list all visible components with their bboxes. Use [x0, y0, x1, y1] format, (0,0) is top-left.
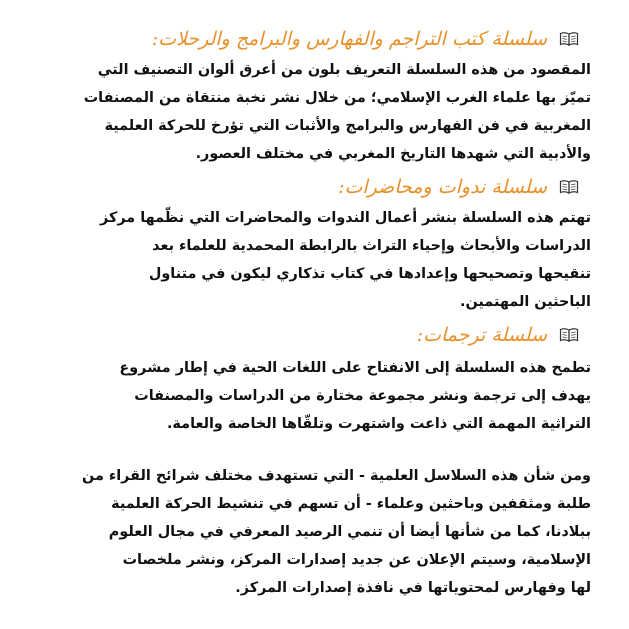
paragraph-line: تطمح هذه السلسلة إلى الانفتاح على اللغات الحية في إطار مشروع	[119, 360, 591, 376]
open-book-icon	[559, 327, 579, 343]
paragraph-line: يهدف إلى ترجمة ونشر مجموعة مختارة من الدراسات والمصنفات	[134, 388, 591, 404]
section-title: سلسلة ترجمات:	[416, 324, 547, 346]
paragraph-line: الدراسات والأبحاث وإحياء التراث بالرابطة المحمدية للعلماء بعد	[152, 238, 591, 254]
paragraph-line: طلبة ومثقفين وباحثين وعلماء - أن تسهم في تنشيط الحركة العلمية	[111, 496, 591, 512]
section-paragraph-symposia	[38, 204, 591, 316]
paragraph-line: لها وفهارس لمحتوياتها في نافذة إصدارات المركز.	[235, 580, 591, 596]
section-heading-symposia	[38, 172, 591, 202]
paragraph-line: التراثية المهمة التي ذاعت واشتهرت وتلقّاها الخاصة والعامة.	[166, 416, 591, 432]
paragraph-line: المقصود من هذه السلسلة التعريف بلون من أعرق ألوان التصنيف التي	[97, 62, 591, 78]
paragraph-line: ببلادنا، كما من شأنها أيضا أن تنمي الرصيد المعرفي في مجال العلوم	[108, 524, 591, 540]
paragraph-line: المغربية في فن الفهارس والبرامج والأثبات التي تؤرخ للحركة العلمية	[104, 118, 591, 134]
section-paragraph-translations	[38, 354, 591, 438]
paragraph-line: تنقيحها وتصحيحها وإعدادها في كتاب تذكاري ليكون في متناول	[148, 266, 591, 282]
section-heading-translations	[38, 320, 591, 350]
paragraph-line: تهتم هذه السلسلة بنشر أعمال الندوات والمحاضرات التي نظّمها مركز	[100, 210, 591, 226]
paragraph-line: تميّز بها علماء الغرب الإسلامي؛ من خلال نشر نخبة منتقاة من المصنفات	[83, 90, 591, 106]
paragraph-line: ومن شأن هذه السلاسل العلمية - التي تستهدف مختلف شرائح القراء من	[82, 468, 591, 484]
section-title: سلسلة كتب التراجم والفهارس والبرامج والرحلات:	[151, 28, 547, 50]
open-book-icon	[559, 31, 579, 47]
section-title: سلسلة ندوات ومحاضرات:	[338, 176, 547, 198]
paragraph-line: الإسلامية، وسيتم الإعلان عن جديد إصدارات المركز، ونشر ملخصات	[122, 552, 591, 568]
paragraph-line: والأدبية التي شهدها التاريخ المغربي في مختلف العصور.	[195, 146, 591, 162]
closing-paragraph	[38, 462, 591, 602]
section-heading-biographies	[38, 24, 591, 54]
open-book-icon	[559, 179, 579, 195]
section-paragraph-biographies	[38, 56, 591, 168]
paragraph-line: الباحثين المهتمين.	[460, 294, 591, 310]
